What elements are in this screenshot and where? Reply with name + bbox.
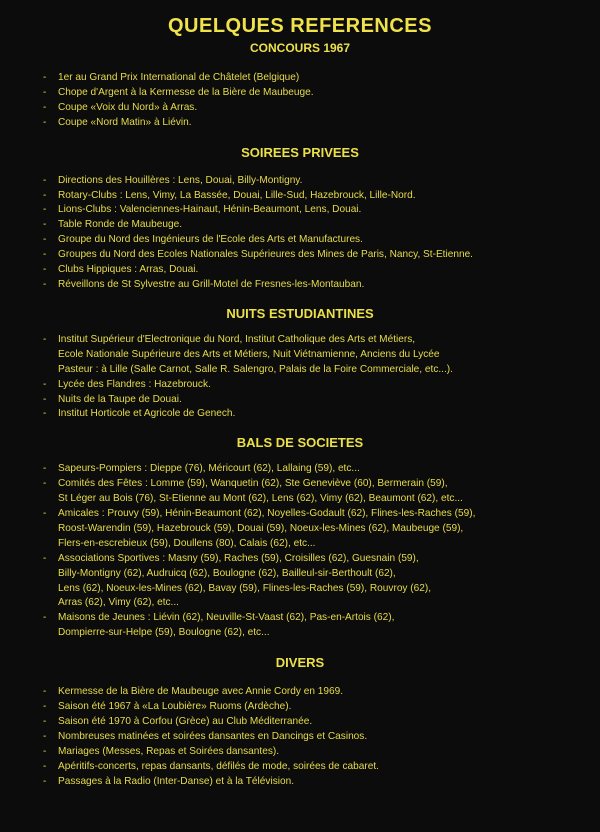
list-item: - Coupe «Nord Matin» à Liévin. — [58, 116, 600, 131]
list-item: - Institut Supérieur d'Electronique du Nord, Institut Catholique des Arts et Métiers, Ecole Nationale Supérieure des Arts et Métiers, Nuit Viétnamienne, Anciens du Lycée Pasteur : à Lille (Salle Carnot, Salle R. Salengro, Palais de la Foire Commerciale, etc...). — [58, 333, 600, 378]
list-item: - Associations Sportives : Masny (59), Raches (59), Croisilles (62), Guesnain (59), Billy-Montigny (62), Audruicq (62), Boulogne (62), Bailleul-sir-Berthoult (62), Lens (62), Noeux-les-Mines (62), Bavay (59), Flines-les-Raches (59), Rouvroy (62), Arras (62), Vimy (62), etc... — [58, 552, 600, 612]
list-item: - Sapeurs-Pompiers : Dieppe (76), Méricourt (62), Lallaing (59), etc... — [58, 462, 600, 477]
divers-list — [0, 685, 600, 789]
list-item: - Coupe «Voix du Nord» à Arras. — [58, 101, 600, 116]
list-item: - Réveillons de St Sylvestre au Grill-Motel de Fresnes-les-Montauban. — [58, 278, 600, 293]
soirees-privees-list — [0, 174, 600, 293]
section-title-nuits-estudiantines: NUITS ESTUDIANTINES — [226, 305, 374, 321]
list-item: - Kermesse de la Bière de Maubeuge avec Annie Cordy en 1969. — [58, 685, 600, 700]
list-item: - Chope d'Argent à la Kermesse de la Bière de Maubeuge. — [58, 86, 600, 101]
list-item: - Lions-Clubs : Valenciennes-Hainaut, Hénin-Beaumont, Lens, Douai. — [58, 203, 600, 218]
list-item: - Maisons de Jeunes : Liévin (62), Neuville-St-Vaast (62), Pas-en-Artois (62), Dompierre-sur-Helpe (59), Boulogne (62), etc... — [58, 611, 600, 641]
concours-list — [0, 71, 600, 131]
list-item: - Table Ronde de Maubeuge. — [58, 218, 600, 233]
list-item: - Nombreuses matinées et soirées dansantes en Dancings et Casinos. — [58, 730, 600, 745]
nuits-estudiantines-list — [0, 333, 600, 422]
section-title-divers: DIVERS — [275, 655, 325, 671]
list-item: - Passages à la Radio (Inter-Danse) et à la Télévision. — [58, 775, 600, 790]
list-item: - 1er au Grand Prix International de Châtelet (Belgique) — [58, 71, 600, 86]
list-item: - Apéritifs-concerts, repas dansants, défilés de mode, soirées de cabaret. — [58, 760, 600, 775]
list-item: - Saison été 1970 à Corfou (Grèce) au Club Méditerranée. — [58, 715, 600, 730]
list-item: - Nuits de la Taupe de Douai. — [58, 393, 600, 408]
bals-de-societes-list — [0, 462, 600, 641]
concours-subtitle: CONCOURS 1967 — [249, 41, 351, 55]
list-item: - Comités des Fêtes : Lomme (59), Wanquetin (62), Ste Geneviève (60), Bermerain (59), St Léger au Bois (76), St-Etienne au Mont (62), Lens (62), Vimy (62), Beaumont (62), etc... — [58, 477, 600, 507]
list-item: - Saison été 1967 à «La Loubière» Ruoms (Ardèche). — [58, 700, 600, 715]
list-item: - Groupe du Nord des Ingénieurs de l'Ecole des Arts et Manufactures. — [58, 233, 600, 248]
section-title-soirees-privees: SOIREES PRIVEES — [241, 144, 359, 160]
list-item: - Directions des Houillères : Lens, Douai, Billy-Montigny. — [58, 174, 600, 189]
list-item: - Mariages (Messes, Repas et Soirées dansantes). — [58, 745, 600, 760]
list-item: - Rotary-Clubs : Lens, Vimy, La Bassée, Douai, Lille-Sud, Hazebrouck, Lille-Nord. — [58, 189, 600, 204]
list-item: - Groupes du Nord des Ecoles Nationales Supérieures des Mines de Paris, Nancy, St-Etienne. — [58, 248, 600, 263]
list-item: - Lycée des Flandres : Hazebrouck. — [58, 378, 600, 393]
list-item: - Amicales : Prouvy (59), Hénin-Beaumont (62), Noyelles-Godault (62), Flines-les-Raches (59), Roost-Warendin (59), Hazebrouck (59), Douai (59), Noeux-les-Mines (62), Maubeuge (59), Flers-en-escrebieux (59), Doullens (80), Calais (62), etc... — [58, 507, 600, 552]
list-item: - Clubs Hippiques : Arras, Douai. — [58, 263, 600, 278]
page-title: QUELQUES REFERENCES — [168, 15, 432, 37]
list-item: - Institut Horticole et Agricole de Genech. — [58, 407, 600, 422]
section-title-bals-de-societes: BALS DE SOCIETES — [236, 435, 364, 451]
